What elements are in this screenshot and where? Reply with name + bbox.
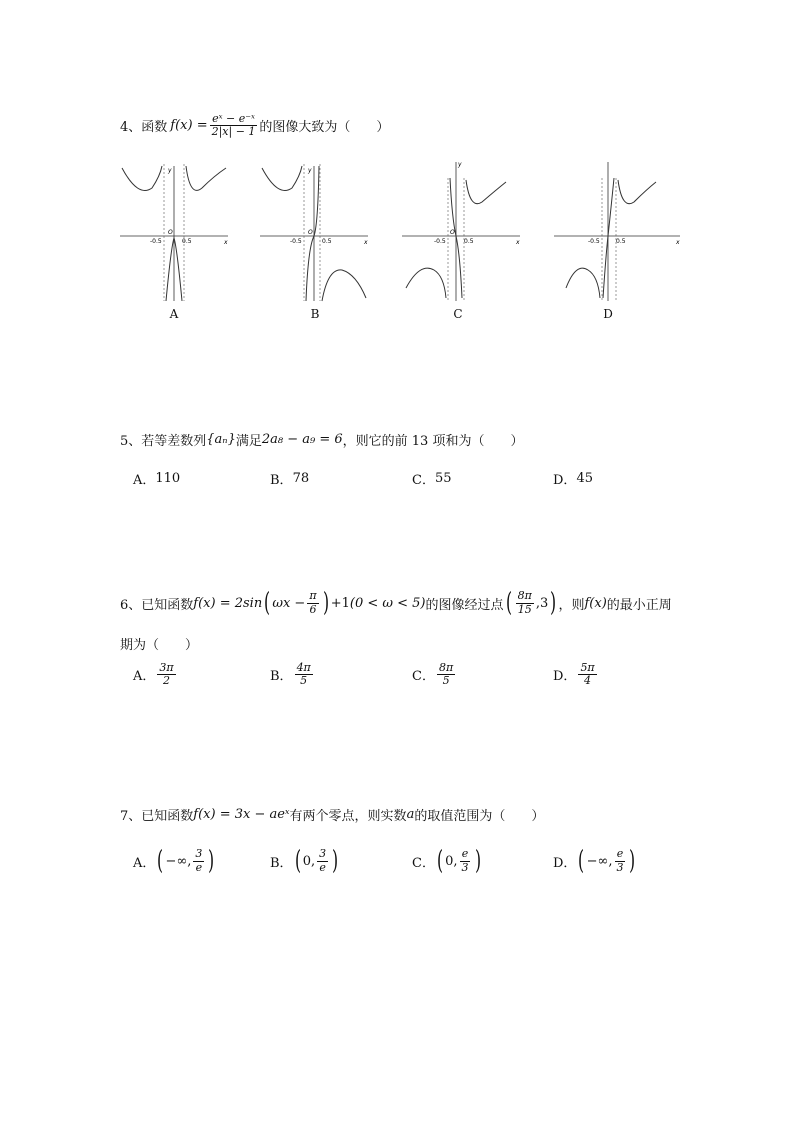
interval-left: −∞, xyxy=(586,853,613,869)
option-value: 110 xyxy=(155,471,181,486)
curve-left xyxy=(406,268,446,298)
q6-option-d[interactable] xyxy=(553,662,599,687)
numerator: 5π xyxy=(580,661,595,674)
denominator: 3 xyxy=(461,860,469,874)
option-key: D． xyxy=(553,473,577,488)
q5-text-b: 满足 xyxy=(235,434,262,449)
q6-pi-fraction xyxy=(307,590,318,615)
graph-b xyxy=(258,158,370,303)
curve-middle xyxy=(603,178,614,298)
q6-text-b: 的图像经过点 xyxy=(425,597,504,613)
y-label: y xyxy=(458,161,462,168)
option-key: A． xyxy=(133,669,156,685)
paren-open: ( xyxy=(157,846,164,876)
option-fraction xyxy=(614,848,625,873)
numerator: 3 xyxy=(319,847,327,861)
q6-arg-a: ωx − xyxy=(272,595,306,611)
interval-left: 0, xyxy=(302,853,316,869)
option-fraction xyxy=(578,662,596,687)
origin-label: O xyxy=(308,229,313,236)
y-label: y xyxy=(168,167,172,174)
denominator: 3 xyxy=(616,860,624,874)
numerator: 3π xyxy=(159,661,174,674)
q6-func-a: f(x) = 2sin xyxy=(193,595,263,611)
option-fraction xyxy=(437,662,455,687)
q4-fraction xyxy=(210,113,258,138)
option-key: A． xyxy=(133,473,156,488)
q6-text-d: 的最小正周 xyxy=(606,597,672,613)
q4-denominator: 2|x| − 1 xyxy=(211,125,256,139)
graph-b-label: B xyxy=(310,307,320,321)
paren-close: ) xyxy=(322,588,329,618)
graph-c xyxy=(400,158,522,303)
paren-open: ( xyxy=(505,588,512,618)
numerator: 8π xyxy=(517,589,532,603)
q6-option-a[interactable] xyxy=(133,662,178,687)
paren-close: ) xyxy=(208,846,215,876)
curve-left xyxy=(122,166,162,191)
interval-left: 0, xyxy=(445,853,458,869)
q4-prefix: 4、函数 xyxy=(120,120,168,136)
option-key: D． xyxy=(553,669,577,685)
option-key: B． xyxy=(270,669,293,685)
denominator: 6 xyxy=(309,602,317,616)
denominator: 5 xyxy=(442,674,450,688)
q7-text-c: 的取值范围为（ ） xyxy=(414,809,545,824)
q6-func-b: +1 xyxy=(330,595,350,611)
q5-option-b[interactable] xyxy=(270,469,309,488)
q7-option-b[interactable] xyxy=(270,848,340,874)
option-fraction xyxy=(295,662,313,687)
denominator: 15 xyxy=(517,602,532,616)
numerator: 4π xyxy=(296,661,311,674)
option-fraction xyxy=(157,662,175,687)
paren-open: ( xyxy=(294,846,301,876)
paren-open: ( xyxy=(264,588,271,618)
paren-open: ( xyxy=(436,846,444,876)
q5-condition: 2a₈ − a₉ = 6 xyxy=(261,432,343,447)
question-7-stem xyxy=(120,805,544,824)
q6-text-e: 期为（ ） xyxy=(120,638,199,653)
q7-var: a xyxy=(406,807,415,822)
graph-a xyxy=(118,158,230,303)
q7-option-d[interactable] xyxy=(553,848,638,874)
q7-option-a[interactable] xyxy=(133,848,217,874)
origin-label: O xyxy=(168,229,173,236)
q7-text-a: 7、已知函数 xyxy=(120,809,194,824)
denominator: 4 xyxy=(584,674,592,688)
x-label: x xyxy=(364,239,368,246)
origin-label: O xyxy=(450,229,455,236)
q7-option-c[interactable] xyxy=(412,848,483,874)
q5-option-d[interactable] xyxy=(553,469,593,488)
q5-option-c[interactable] xyxy=(412,469,452,488)
q4-numerator: eˣ − e⁻ˣ xyxy=(212,112,255,125)
q6-text-c: ，则 xyxy=(558,597,585,613)
q6-point-y: ,3 xyxy=(535,595,549,611)
q6-option-c[interactable] xyxy=(412,662,457,687)
option-key: C． xyxy=(412,669,435,685)
curve-right xyxy=(186,166,226,190)
x-label: x xyxy=(676,239,680,246)
option-value: 55 xyxy=(434,471,452,486)
paren-open: ( xyxy=(578,846,585,876)
option-fraction xyxy=(460,848,471,873)
option-key: B． xyxy=(270,473,293,488)
x-label: x xyxy=(224,239,228,246)
q7-func: f(x) = 3x − aeˣ xyxy=(193,807,290,822)
numerator: 8π xyxy=(438,661,454,674)
y-label: y xyxy=(308,167,312,174)
option-key: A． xyxy=(133,855,156,871)
q6-text-a: 6、已知函数 xyxy=(120,597,194,613)
denominator: e xyxy=(319,860,326,874)
curve-left xyxy=(262,166,302,191)
curve-right xyxy=(618,180,656,204)
interval-left: −∞, xyxy=(165,853,192,869)
option-key: D． xyxy=(553,855,577,871)
paren-close: ) xyxy=(550,588,557,618)
numerator: π xyxy=(309,589,317,603)
graph-d-label: D xyxy=(603,307,613,321)
curve-right xyxy=(466,180,506,204)
tick-neg: -0.5 xyxy=(290,238,302,245)
denominator: 5 xyxy=(300,674,308,688)
paren-close: ) xyxy=(474,846,481,876)
graph-c-label: C xyxy=(453,307,463,321)
tick-neg: -0.5 xyxy=(434,238,446,245)
q6-option-b[interactable] xyxy=(270,662,315,687)
q5-text-a: 5、若等差数列 xyxy=(120,434,207,449)
option-key: C． xyxy=(412,473,435,488)
x-label: x xyxy=(516,239,520,246)
graph-d xyxy=(552,158,682,303)
q4-suffix: 的图像大致为（ ） xyxy=(259,120,390,136)
tick-pos: 0.5 xyxy=(182,238,192,245)
question-6-stem xyxy=(120,590,672,616)
q7-text-b: 有两个零点，则实数 xyxy=(289,809,407,824)
curve-left xyxy=(566,268,600,298)
tick-pos: 0.5 xyxy=(322,238,332,245)
q6-range: (0 < ω < 5) xyxy=(349,595,426,611)
question-6-stem-line2 xyxy=(120,634,198,653)
tick-neg: -0.5 xyxy=(150,238,162,245)
numerator: e xyxy=(616,847,624,861)
q5-option-a[interactable] xyxy=(133,469,180,488)
option-value: 45 xyxy=(576,471,593,486)
tick-neg: -0.5 xyxy=(588,238,600,245)
numerator: e xyxy=(461,847,469,861)
denominator: e xyxy=(195,860,203,874)
q4-func: f(x) = xyxy=(170,118,208,134)
paren-close: ) xyxy=(629,846,636,876)
tick-pos: 0.5 xyxy=(616,238,626,245)
paren-close: ) xyxy=(332,846,339,876)
q5-seq: {aₙ} xyxy=(206,432,236,447)
q5-text-c: ，则它的前 13 项和为（ ） xyxy=(342,434,524,449)
option-fraction xyxy=(193,848,204,873)
option-value: 78 xyxy=(292,471,310,486)
tick-pos: 0.5 xyxy=(464,238,474,245)
q6-point-fraction xyxy=(516,590,534,615)
q6-func-c: f(x) xyxy=(584,595,607,611)
graph-a-label: A xyxy=(169,307,179,321)
denominator: 2 xyxy=(163,674,170,688)
option-fraction xyxy=(317,848,328,873)
option-key: B． xyxy=(270,855,293,871)
numerator: 3 xyxy=(195,847,203,861)
question-5-stem xyxy=(120,430,523,449)
option-key: C． xyxy=(412,855,435,871)
question-4-stem xyxy=(120,113,389,138)
curve-right xyxy=(322,270,366,301)
